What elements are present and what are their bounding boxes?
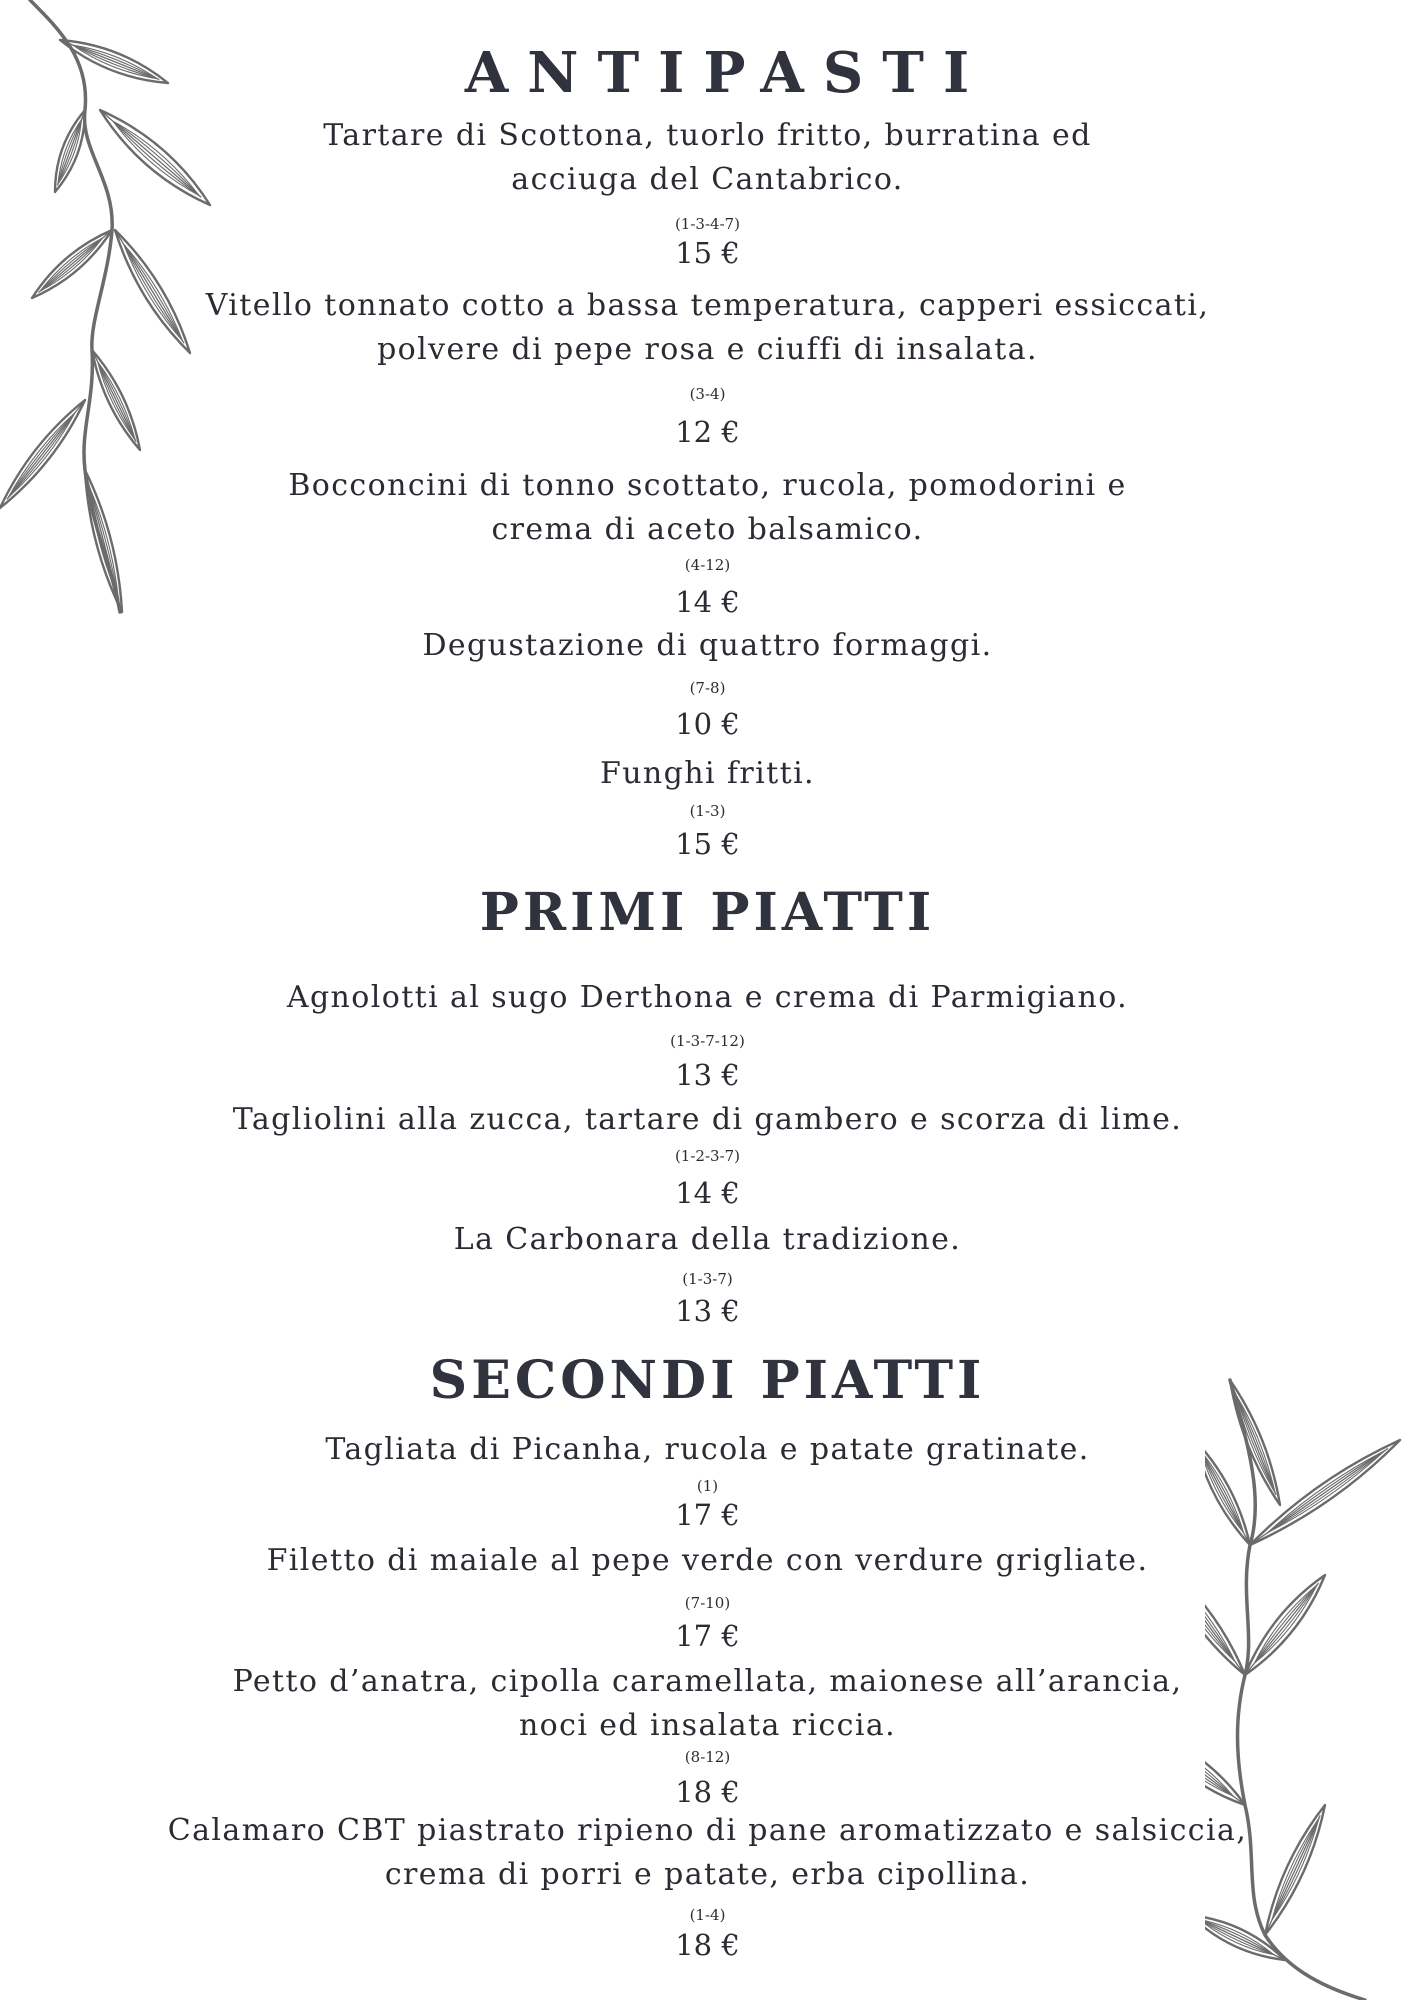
dish-price: 15 € [675, 236, 740, 270]
dish-allergens: (8-12) [684, 1748, 731, 1766]
dish-allergens: (1-3-7) [682, 1270, 733, 1288]
dish-allergens: (4-12) [684, 556, 731, 574]
dish-name: Filetto di maiale al pepe verde con verdure grigliate. [266, 1543, 1149, 1578]
dish-name: Vitello tonnato cotto a bassa temperatura, capperi essiccati, [205, 288, 1210, 323]
dish-name: Tagliata di Picanha, rucola e patate gratinate. [325, 1432, 1090, 1467]
dish-allergens: (1-4) [689, 1906, 726, 1924]
dish-price: 14 € [675, 585, 740, 619]
dish-name: acciuga del Cantabrico. [511, 162, 904, 197]
dish-name: crema di aceto balsamico. [491, 512, 924, 547]
dish-price: 17 € [675, 1498, 740, 1532]
dish-name: Funghi fritti. [600, 756, 815, 791]
dish-allergens: (1-3) [689, 802, 726, 820]
dish-name: Tagliolini alla zucca, tartare di gambero e scorza di lime. [232, 1102, 1183, 1137]
dish-price: 18 € [675, 1775, 740, 1809]
dish-name: Degustazione di quattro formaggi. [422, 628, 993, 663]
dish-name: Calamaro CBT piastrato ripieno di pane aromatizzato e salsiccia, [167, 1813, 1248, 1848]
dish-name: noci ed insalata riccia. [518, 1708, 897, 1743]
dish-price: 10 € [675, 707, 740, 741]
dish-allergens: (7-8) [689, 679, 726, 697]
dish-price: 13 € [675, 1294, 740, 1328]
dish-price: 15 € [675, 827, 740, 861]
dish-allergens: (1-2-3-7) [674, 1147, 741, 1165]
dish-price: 12 € [675, 415, 740, 449]
section-title-secondi-piatti: SECONDI PIATTI [429, 1350, 986, 1411]
dish-name: La Carbonara della tradizione. [453, 1222, 962, 1257]
dish-price: 13 € [675, 1058, 740, 1092]
dish-name: Bocconcini di tonno scottato, rucola, pomodorini e [288, 468, 1127, 503]
section-title-primi-piatti: PRIMI PIATTI [479, 882, 936, 943]
dish-name: crema di porri e patate, erba cipollina. [384, 1857, 1031, 1892]
dish-price: 14 € [675, 1176, 740, 1210]
dish-allergens: (7-10) [684, 1594, 731, 1612]
dish-price: 17 € [675, 1619, 740, 1653]
dish-allergens: (1-3-4-7) [674, 215, 741, 233]
dish-name: Petto d’anatra, cipolla caramellata, maionese all’arancia, [232, 1664, 1183, 1699]
dish-allergens: (1) [696, 1477, 719, 1495]
dish-allergens: (3-4) [689, 385, 726, 403]
dish-name: Tartare di Scottona, tuorlo fritto, burratina ed [323, 118, 1092, 153]
dish-price: 18 € [675, 1928, 740, 1962]
dish-name: Agnolotti al sugo Derthona e crema di Parmigiano. [286, 980, 1129, 1015]
section-title-antipasti: ANTIPASTI [464, 40, 989, 106]
dish-allergens: (1-3-7-12) [670, 1032, 745, 1050]
dish-name: polvere di pepe rosa e ciuffi di insalata. [377, 332, 1038, 367]
